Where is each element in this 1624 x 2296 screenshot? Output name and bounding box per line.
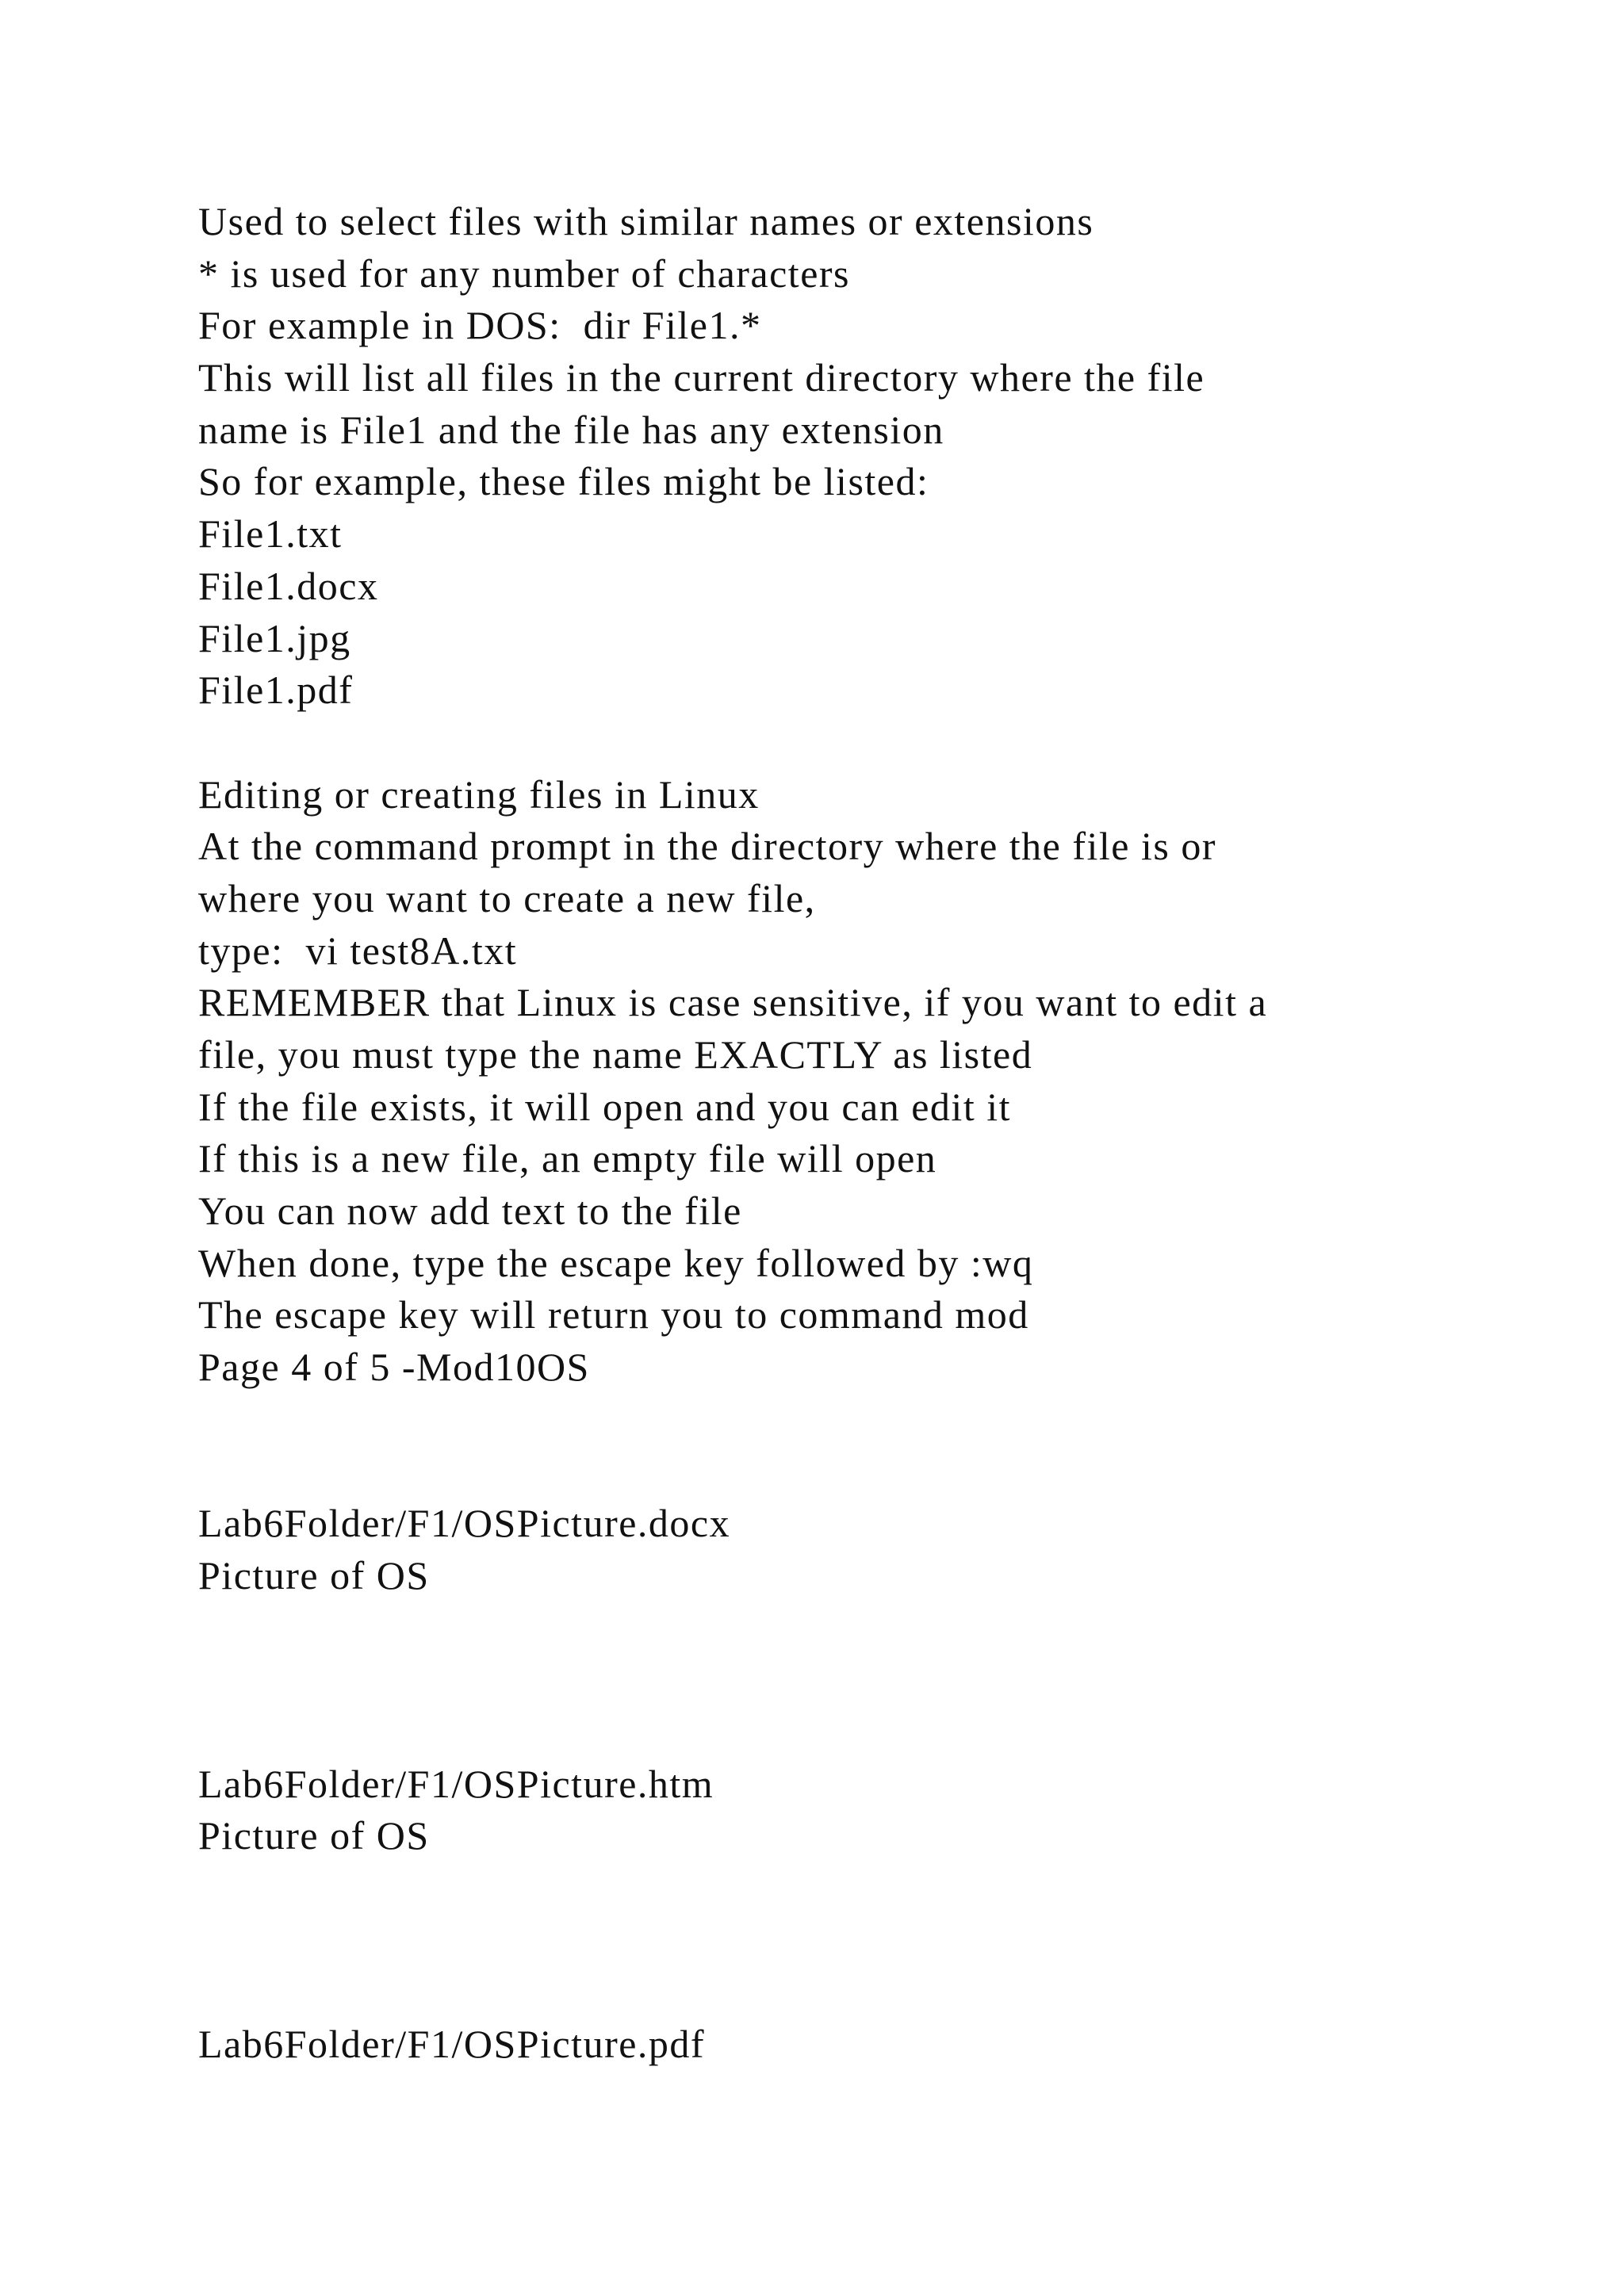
wildcard-line: For example in DOS: dir File1.*	[198, 303, 762, 348]
example-file-name: File1.txt	[198, 511, 343, 557]
wildcard-line: * is used for any number of characters	[198, 251, 850, 296]
paragraph-spacer	[198, 1706, 1435, 1758]
linux-editing-line: The escape key will return you to command mod	[198, 1292, 1029, 1337]
document-text	[198, 196, 1435, 2071]
paragraph-spacer	[198, 717, 1435, 769]
attachment-caption: Picture of OS	[198, 1813, 430, 1858]
attachment-caption: Picture of OS	[198, 1552, 430, 1598]
linux-editing-line: You can now add text to the file	[198, 1188, 742, 1234]
example-file-name: File1.jpg	[198, 615, 351, 660]
wildcard-line: This will list all files in the current directory where the file	[198, 355, 1205, 400]
paragraph-spacer	[198, 1966, 1435, 2019]
linux-editing-line: If the file exists, it will open and you can edit it	[198, 1084, 1011, 1129]
paragraph-spacer	[198, 1862, 1435, 1915]
linux-editing-line: If this is a new file, an empty file will open	[198, 1136, 937, 1181]
example-file-name: File1.pdf	[198, 668, 354, 713]
paragraph-spacer	[198, 1394, 1435, 1446]
paragraph-spacer	[198, 1446, 1435, 1498]
paragraph-spacer	[198, 1654, 1435, 1706]
linux-editing-line: When done, type the escape key followed by :wq	[198, 1240, 1034, 1285]
wildcard-line: So for example, these files might be listed:	[198, 459, 929, 504]
wildcard-line: Used to select files with similar names or extensions	[198, 199, 1094, 243]
linux-editing-command: type: vi test8A.txt	[198, 928, 518, 973]
linux-editing-line: where you want to create a new file,	[198, 875, 816, 920]
paragraph-spacer	[198, 1602, 1435, 1655]
section-heading-linux-editing: Editing or creating files in Linux	[198, 771, 760, 817]
linux-editing-line: REMEMBER that Linux is case sensitive, if you want to edit a	[198, 980, 1268, 1025]
linux-editing-line: file, you must type the name EXACTLY as listed	[198, 1032, 1033, 1077]
attachment-path-htm: Lab6Folder/F1/OSPicture.htm	[198, 1761, 714, 1806]
paragraph-spacer	[198, 1915, 1435, 1967]
example-file-name: File1.docx	[198, 563, 379, 608]
attachment-path-docx: Lab6Folder/F1/OSPicture.docx	[198, 1501, 731, 1546]
page-footer: Page 4 of 5 -Mod10OS	[198, 1345, 590, 1390]
linux-editing-line: At the command prompt in the directory where the file is or	[198, 824, 1216, 869]
attachment-path-pdf: Lab6Folder/F1/OSPicture.pdf	[198, 2022, 706, 2067]
wildcard-line: name is File1 and the file has any extension	[198, 407, 944, 452]
